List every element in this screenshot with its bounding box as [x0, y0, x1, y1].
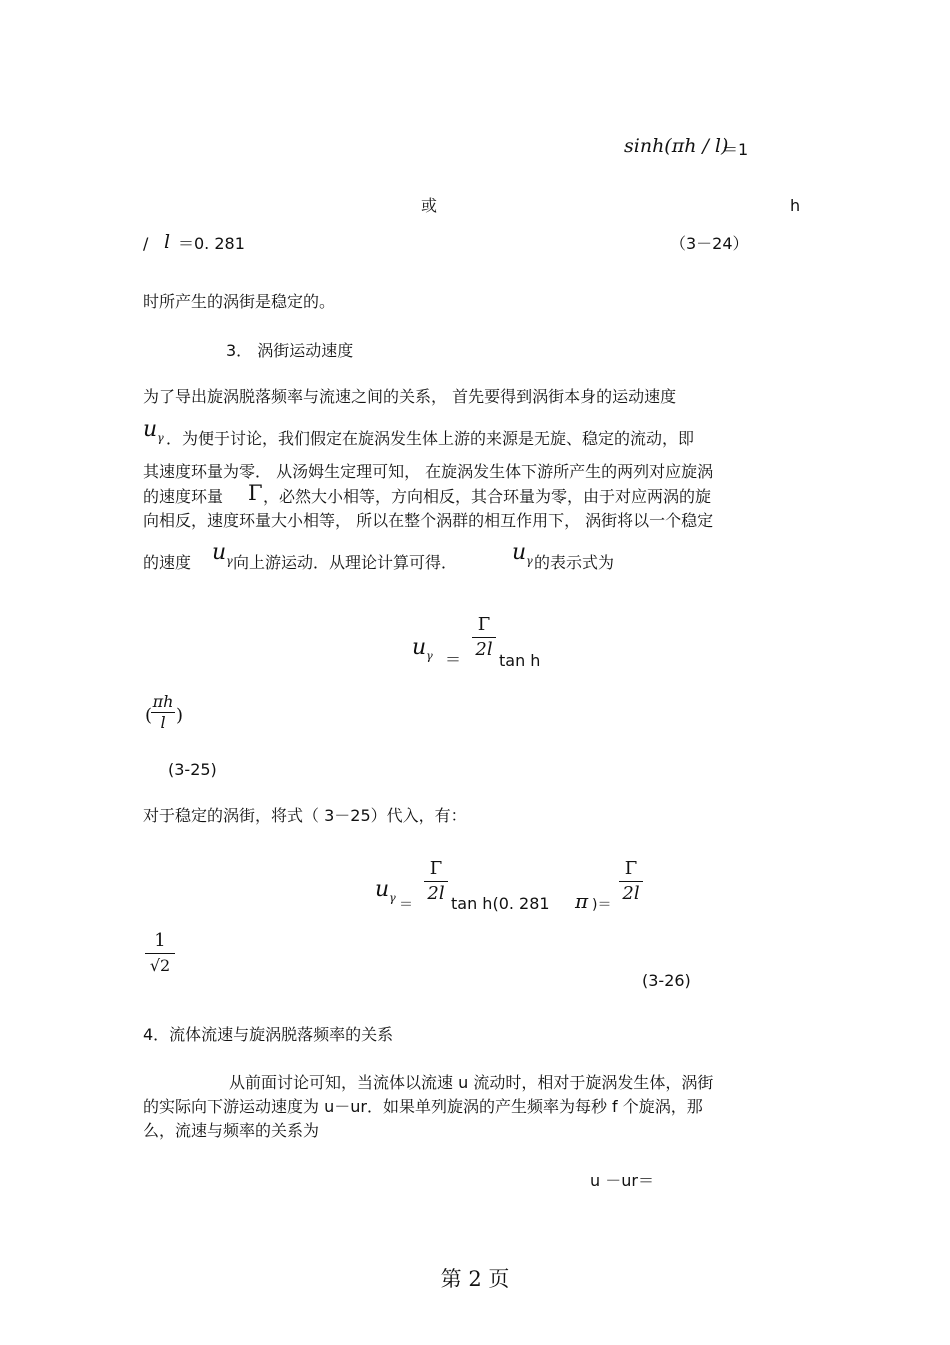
eq326-pi: π — [575, 889, 589, 913]
eq-number-3-24: （3－24） — [670, 234, 749, 253]
eq-number-3-26: (3-26) — [642, 971, 691, 990]
line-stable: 时所产生的涡街是稳定的。 — [143, 292, 336, 311]
p1-line3: 其速度环量为零． 从汤姆生定理可知， 在旋涡发生体下游所产生的两列对应旋涡 — [143, 462, 714, 481]
eq-l-var: l — [164, 231, 171, 253]
line-substitute: 对于稳定的涡街，将式（ 3－25）代入，有： — [143, 806, 467, 825]
uy-symbol-3: $u_\gamma$ — [512, 540, 533, 568]
eq-sinh-rhs: ＝1 — [722, 140, 749, 159]
eq326-close: )＝ — [592, 897, 612, 913]
heading-3: 3． 涡街运动速度 — [226, 341, 354, 360]
eq-value-0281: ＝0. 281 — [178, 234, 245, 253]
p1-line4a: 的速度环量 — [143, 487, 224, 506]
p2-line1: 从前面讨论可知，当流体以流速 u 流动时，相对于旋涡发生体，涡街 — [229, 1073, 714, 1092]
eq325-equals: ＝ — [445, 650, 462, 669]
eq325-rparen: ) — [176, 705, 184, 726]
p1-line6b: 向上游运动．从理论计算可得． — [233, 553, 458, 572]
uy-symbol-2: $u_\gamma$ — [212, 540, 233, 568]
heading-4: 4．流体流速与旋涡脱落频率的关系 — [143, 1025, 394, 1044]
p1-line5: 向相反，速度环量大小相等， 所以在整个涡群的相互作用下， 涡街将以一个稳定 — [143, 511, 714, 530]
p1-line4b: ，必然大小相等，方向相反，其合环量为零，由于对应两涡的旋 — [263, 487, 712, 506]
or-word: 或 — [421, 196, 438, 215]
p1-line6a: 的速度 — [143, 553, 192, 572]
page-number: 第 2 页 — [440, 1267, 510, 1291]
h-variable: h — [790, 196, 801, 215]
eq326-uy: $u_\gamma$ — [375, 877, 396, 905]
p1-line2: ．为便于讨论，我们假定在旋涡发生体上游的来源是无旋、稳定的流动，即 — [166, 429, 695, 448]
eq326-fraction-1: Γ 2l — [424, 858, 448, 905]
eq325-tanh: tan h — [499, 651, 541, 670]
eq-number-3-25: (3-25) — [168, 760, 217, 779]
uy-symbol-1: $u_\gamma$ — [143, 417, 164, 445]
eq-sinh-lhs: sinh(πh / l) — [624, 135, 729, 157]
eq325-fraction: Γ 2l — [472, 614, 496, 661]
eq326-fraction-2: Γ 2l — [619, 858, 643, 905]
gamma-symbol-1: Γ — [248, 481, 263, 505]
p2-line3: 么，流速与频率的关系为 — [143, 1121, 320, 1140]
p1-line6c: 的表示式为 — [534, 553, 615, 572]
eq326-one-over-sqrt2: 1 √2 — [145, 930, 175, 977]
eq325-uy: $u_\gamma$ — [412, 635, 433, 663]
eq-slash: / — [143, 234, 149, 253]
eq326-equals: ＝ — [399, 897, 413, 913]
eq-last: u －ur＝ — [590, 1171, 654, 1190]
eq325-arg-fraction: πh l — [152, 692, 174, 732]
eq326-mid: tan h(0. 281 — [451, 894, 550, 913]
p2-line2: 的实际向下游运动速度为 u－ur．如果单列旋涡的产生频率为每秒 f 个旋涡，那 — [143, 1097, 703, 1116]
p1-line1: 为了导出旋涡脱落频率与流速之间的关系， 首先要得到涡街本身的运动速度 — [143, 387, 677, 406]
eq325-lparen: ( — [145, 705, 153, 726]
